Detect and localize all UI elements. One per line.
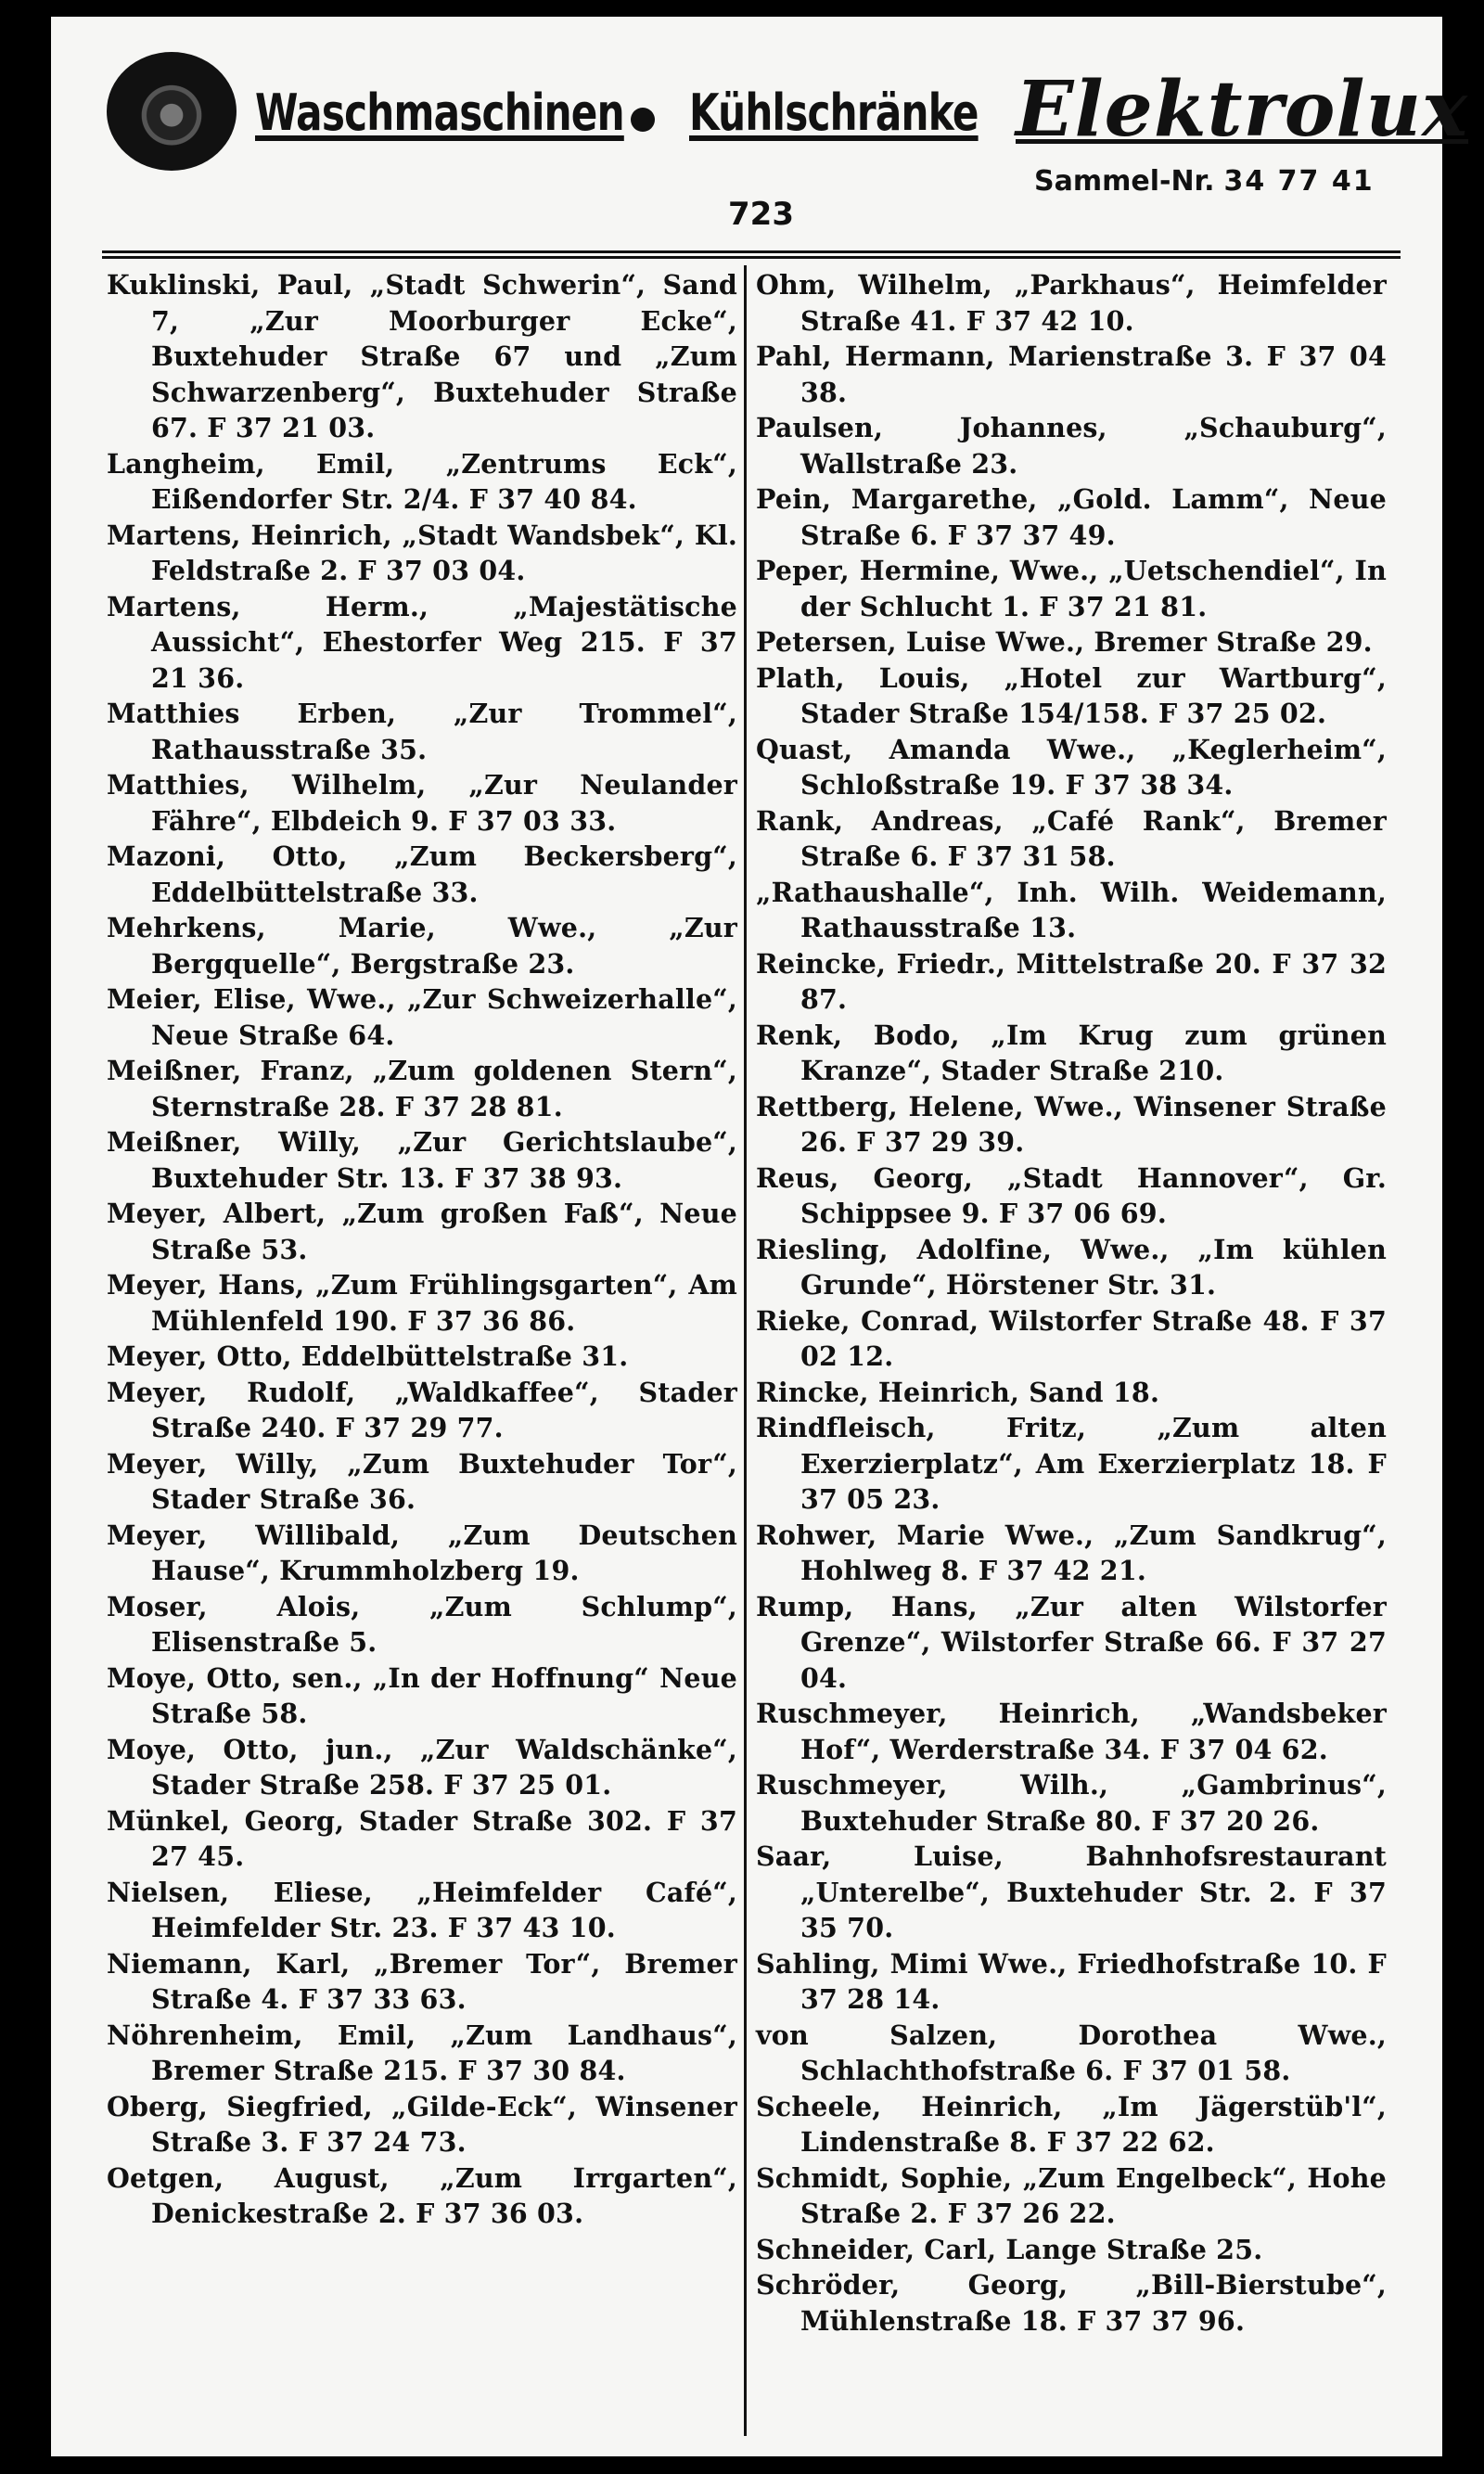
directory-entry: Niemann, Karl, „Bremer Tor“, Bremer Straße 4. F 37 33 63. <box>107 1947 737 2015</box>
directory-entry: Oberg, Siegfried, „Gilde-Eck“, Winsener Straße 3. F 37 24 73. <box>107 2090 737 2158</box>
bullet-icon <box>631 108 655 132</box>
directory-entry: Renk, Bodo, „Im Krug zum grünen Kranze“, Stader Straße 210. <box>756 1019 1387 1086</box>
directory-entry: von Salzen, Dorothea Wwe., Schlachthofstraße 6. F 37 01 58. <box>756 2019 1387 2086</box>
directory-entry: Moser, Alois, „Zum Schlump“, Elisenstraße 5. <box>107 1590 737 1658</box>
directory-entry: Rindfleisch, Fritz, „Zum alten Exerzierplatz“, Am Exerzierplatz 18. F 37 05 23. <box>756 1412 1387 1515</box>
directory-entry: Meyer, Rudolf, „Waldkaffee“, Stader Straße 240. F 37 29 77. <box>107 1376 737 1443</box>
directory-entry: Ruschmeyer, Heinrich, „Wandsbeker Hof“, Werderstraße 34. F 37 04 62. <box>756 1698 1387 1765</box>
directory-entry: Oetgen, August, „Zum Irrgarten“, Denickestraße 2. F 37 36 03. <box>107 2161 737 2229</box>
directory-entry: Rump, Hans, „Zur alten Wilstorfer Grenze“, Wilstorfer Straße 66. F 37 27 04. <box>756 1590 1387 1694</box>
directory-entry: Paulsen, Johannes, „Schauburg“, Wallstraße 23. <box>756 412 1387 480</box>
directory-entry: Schmidt, Sophie, „Zum Engelbeck“, Hohe Straße 2. F 37 26 22. <box>756 2161 1387 2229</box>
brand-logo: Elektrolux <box>1016 65 1469 154</box>
directory-entry: Martens, Herm., „Majestätische Aussicht“, Ehestorfer Weg 215. F 37 21 36. <box>107 590 737 694</box>
directory-entry: Ohm, Wilhelm, „Parkhaus“, Heimfelder Straße 41. F 37 42 10. <box>756 269 1387 337</box>
directory-entry: Rincke, Heinrich, Sand 18. <box>756 1376 1160 1408</box>
directory-entry: Rohwer, Marie Wwe., „Zum Sandkrug“, Hohlweg 8. F 37 42 21. <box>756 1519 1387 1586</box>
directory-entry: Reincke, Friedr., Mittelstraße 20. F 37 32 87. <box>756 947 1387 1015</box>
left-column <box>107 267 737 2232</box>
directory-entry: Pein, Margarethe, „Gold. Lamm“, Neue Straße 6. F 37 37 49. <box>756 483 1387 551</box>
collective-number-value: 34 77 41 <box>1223 165 1375 198</box>
ad-refrigerators: Kühlschränke <box>689 83 979 142</box>
directory-entry: Moye, Otto, jun., „Zur Waldschänke“, Stader Straße 258. F 37 25 01. <box>107 1733 737 1801</box>
directory-entry: Saar, Luise, Bahnhofsrestaurant „Unterelbe“, Buxtehuder Str. 2. F 37 35 70. <box>756 1840 1387 1943</box>
directory-entry: Matthies Erben, „Zur Trommel“, Rathausstraße 35. <box>107 698 737 765</box>
directory-entry: Pahl, Hermann, Marienstraße 3. F 37 04 38. <box>756 340 1387 408</box>
directory-entry: Riesling, Adolfine, Wwe., „Im kühlen Grunde“, Hörstener Str. 31. <box>756 1233 1387 1301</box>
directory-entry: Mehrkens, Marie, Wwe., „Zur Bergquelle“, Bergstraße 23. <box>107 912 737 980</box>
header-rule <box>102 250 1401 259</box>
directory-entry: Nielsen, Eliese, „Heimfelder Café“, Heimfelder Str. 23. F 37 43 10. <box>107 1876 737 1943</box>
brand-emblem-icon <box>107 52 237 171</box>
directory-page <box>51 17 1469 2456</box>
directory-entry: Schröder, Georg, „Bill-Bierstube“, Mühlenstraße 18. F 37 37 96. <box>756 2269 1387 2337</box>
right-column <box>756 267 1387 2339</box>
column-divider <box>744 265 747 2436</box>
directory-entry: Meyer, Willy, „Zum Buxtehuder Tor“, Stader Straße 36. <box>107 1447 737 1515</box>
directory-entry: Nöhrenheim, Emil, „Zum Landhaus“, Bremer Straße 215. F 37 30 84. <box>107 2019 737 2086</box>
ad-washing-machines: Waschmaschinen <box>255 83 624 142</box>
directory-entry: Moye, Otto, sen., „In der Hoffnung“ Neue Straße 58. <box>107 1661 737 1729</box>
directory-entry: Meier, Elise, Wwe., „Zur Schweizerhalle“, Neue Straße 64. <box>107 983 737 1051</box>
advertisement-header <box>107 45 1469 202</box>
directory-entry: Rieke, Conrad, Wilstorfer Straße 48. F 37 02 12. <box>756 1304 1387 1372</box>
directory-entry: Münkel, Georg, Stader Straße 302. F 37 27 45. <box>107 1804 737 1872</box>
directory-entry: „Rathaushalle“, Inh. Wilh. Weidemann, Rathausstraße 13. <box>756 876 1387 943</box>
directory-entry: Meyer, Hans, „Zum Frühlingsgarten“, Am Mühlenfeld 190. F 37 36 86. <box>107 1269 737 1337</box>
directory-entry: Meißner, Franz, „Zum goldenen Stern“, Sternstraße 28. F 37 28 81. <box>107 1055 737 1122</box>
directory-entry: Petersen, Luise Wwe., Bremer Straße 29. <box>756 626 1373 658</box>
directory-entry: Sahling, Mimi Wwe., Friedhofstraße 10. F 37 28 14. <box>756 1947 1387 2015</box>
directory-entry: Plath, Louis, „Hotel zur Wartburg“, Stader Straße 154/158. F 37 25 02. <box>756 661 1387 729</box>
directory-entry: Meißner, Willy, „Zur Gerichtslaube“, Buxtehuder Str. 13. F 37 38 93. <box>107 1126 737 1194</box>
page-number: 723 <box>728 196 794 233</box>
directory-entry: Scheele, Heinrich, „Im Jägerstüb'l“, Lindenstraße 8. F 37 22 62. <box>756 2090 1387 2158</box>
directory-entry: Ruschmeyer, Wilh., „Gambrinus“, Buxtehuder Straße 80. F 37 20 26. <box>756 1769 1387 1837</box>
directory-entry: Rank, Andreas, „Café Rank“, Bremer Straße 6. F 37 31 58. <box>756 804 1387 872</box>
directory-entry: Reus, Georg, „Stadt Hannover“, Gr. Schippsee 9. F 37 06 69. <box>756 1161 1387 1229</box>
collective-number <box>1034 165 1375 198</box>
directory-entry: Mazoni, Otto, „Zum Beckersberg“, Eddelbüttelstraße 33. <box>107 840 737 908</box>
directory-entry: Martens, Heinrich, „Stadt Wandsbek“, Kl. Feldstraße 2. F 37 03 04. <box>107 519 737 586</box>
directory-entry: Meyer, Otto, Eddelbüttelstraße 31. <box>107 1340 629 1372</box>
directory-entry: Peper, Hermine, Wwe., „Uetschendiel“, In der Schlucht 1. F 37 21 81. <box>756 555 1387 622</box>
directory-entry: Meyer, Willibald, „Zum Deutschen Hause“, Krummholzberg 19. <box>107 1519 737 1586</box>
directory-entry: Matthies, Wilhelm, „Zur Neulander Fähre“, Elbdeich 9. F 37 03 33. <box>107 769 737 837</box>
directory-entry: Quast, Amanda Wwe., „Keglerheim“, Schloßstraße 19. F 37 38 34. <box>756 733 1387 801</box>
directory-entry: Rettberg, Helene, Wwe., Winsener Straße 26. F 37 29 39. <box>756 1090 1387 1158</box>
collective-number-label: Sammel-Nr. <box>1034 165 1215 198</box>
directory-entry: Schneider, Carl, Lange Straße 25. <box>756 2233 1263 2265</box>
directory-entry: Langheim, Emil, „Zentrums Eck“, Eißendorfer Str. 2/4. F 37 40 84. <box>107 447 737 515</box>
directory-entry: Kuklinski, Paul, „Stadt Schwerin“, Sand 7, „Zur Moorburger Ecke“, Buxtehuder Straße 67 und „Zum Schwarzenberg“, Buxtehuder Straße 67. F 37 21 03. <box>107 269 737 443</box>
directory-entry: Meyer, Albert, „Zum großen Faß“, Neue Straße 53. <box>107 1198 737 1265</box>
